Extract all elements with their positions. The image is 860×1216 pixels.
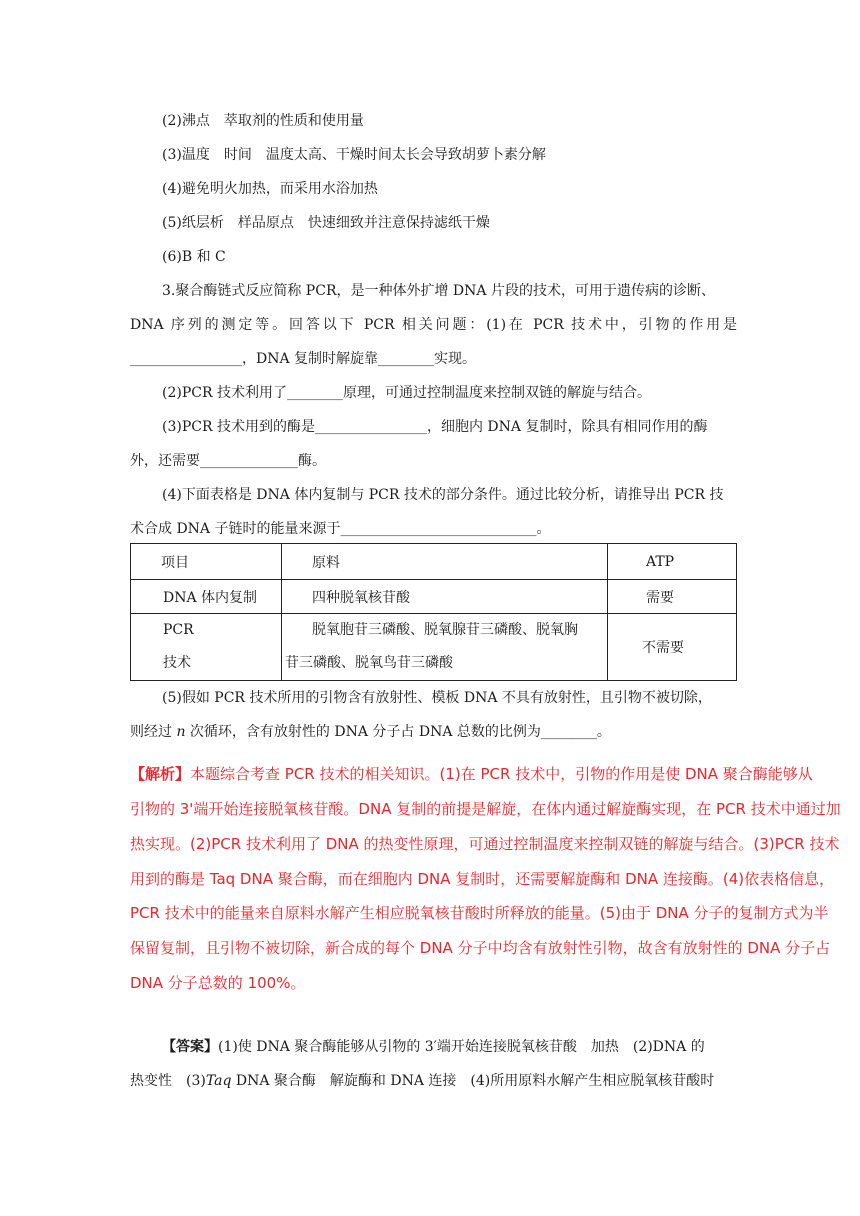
table-header-row [131, 544, 737, 580]
answer-item-2: (2)沸点 萃取剂的性质和使用量 [162, 113, 364, 129]
question-part-3b: 外，还需要______________酶。 [130, 453, 326, 469]
analysis-line: 保留复制，且引物不被切除，新合成的每个 DNA 分子中均含有放射性引物，故含有放射性的 DNA 分子占 [130, 939, 831, 957]
answer-line-1: 【答案】(1)使 DNA 聚合酶能够从引物的 3′端开始连接脱氧核苷酸 加热 (2)DNA 的 [162, 1039, 705, 1055]
question-part-3a: (3)PCR 技术用到的酶是________________，细胞内 DNA 复制时，除具有相同作用的酶 [162, 419, 708, 435]
question-line-2: DNA 序列的测定等。回答以下 PCR 相关问题：(1)在 PCR 技术中，引物的作用是 [130, 317, 737, 333]
analysis-line: 引物的 3'端开始连接脱氧核苷酸。DNA 复制的前提是解旋，在体内通过解旋酶实现，在 PCR 技术中通过加 [130, 800, 841, 818]
analysis-line: DNA 分子总数的 100%。 [130, 974, 306, 992]
analysis-line: 用到的酶是 Taq DNA 聚合酶，而在细胞内 DNA 复制时，还需要解旋酶和 DNA 连接酶。(4)依表格信息， [130, 870, 835, 888]
question-part-2: (2)PCR 技术利用了________原理，可通过控制温度来控制双链的解旋与结合。 [162, 385, 651, 401]
table-row [131, 614, 737, 681]
table-cell: 四种脱氧核苷酸 [282, 580, 608, 614]
answer-item-4: (4)避免明火加热，而采用水浴加热 [162, 181, 378, 197]
table-header-cell: 项目 [131, 544, 282, 580]
answer-line-2: 热变性 (3)Taq DNA 聚合酶 解旋酶和 DNA 连接 (4)所用原料水解产生相应脱氧核苷酸时 [130, 1073, 715, 1089]
table-row [131, 580, 737, 614]
question-line-1: 3.聚合酶链式反应简称 PCR，是一种体外扩增 DNA 片段的技术，可用于遗传病的诊断、 [162, 283, 715, 299]
answer-item-5: (5)纸层析 样品原点 快速细致并注意保持滤纸干燥 [162, 215, 490, 231]
analysis-line: PCR 技术中的能量来自原料水解产生相应脱氧核苷酸时所释放的能量。(5)由于 DNA 分子的复制方式为半 [130, 904, 829, 922]
analysis-label: 【解析】 [130, 765, 191, 783]
table-cell: 需要 [608, 580, 737, 614]
question-part-4b: 术合成 DNA 子链时的能量来源于____________________________。 [130, 521, 551, 537]
question-line-3: ________________，DNA 复制时解旋靠________实现。 [130, 351, 477, 367]
question-part-5a: (5)假如 PCR 技术所用的引物含有放射性、模板 DNA 不具有放射性，且引物不被切除， [162, 690, 712, 706]
question-part-5b: 则经过 n 次循环，含有放射性的 DNA 分子占 DNA 总数的比例为________。 [130, 724, 611, 740]
answer-label: 【答案】 [162, 1039, 218, 1055]
answer-item-3: (3)温度 时间 温度太高、干燥时间太长会导致胡萝卜素分解 [162, 147, 546, 163]
question-part-4a: (4)下面表格是 DNA 体内复制与 PCR 技术的部分条件。通过比较分析，请推导出 PCR 技 [162, 487, 724, 503]
table-header-cell: ATP [608, 544, 737, 580]
table-cell: PCR 技术 [131, 614, 282, 681]
conditions-table [130, 543, 737, 681]
analysis-line: 【解析】本题综合考查 PCR 技术的相关知识。(1)在 PCR 技术中，引物的作用是使 DNA 聚合酶能够从 [130, 765, 813, 783]
answer-item-6: (6)B 和 C [162, 249, 226, 265]
table-cell: DNA 体内复制 [131, 580, 282, 614]
table-cell: 脱氧胞苷三磷酸、脱氧腺苷三磷酸、脱氧胸 苷三磷酸、脱氧鸟苷三磷酸 [282, 614, 608, 681]
table-header-cell: 原料 [282, 544, 608, 580]
table-cell: 不需要 [608, 614, 737, 681]
analysis-line: 热实现。(2)PCR 技术利用了 DNA 的热变性原理，可通过控制温度来控制双链的解旋与结合。(3)PCR 技术 [130, 835, 840, 853]
